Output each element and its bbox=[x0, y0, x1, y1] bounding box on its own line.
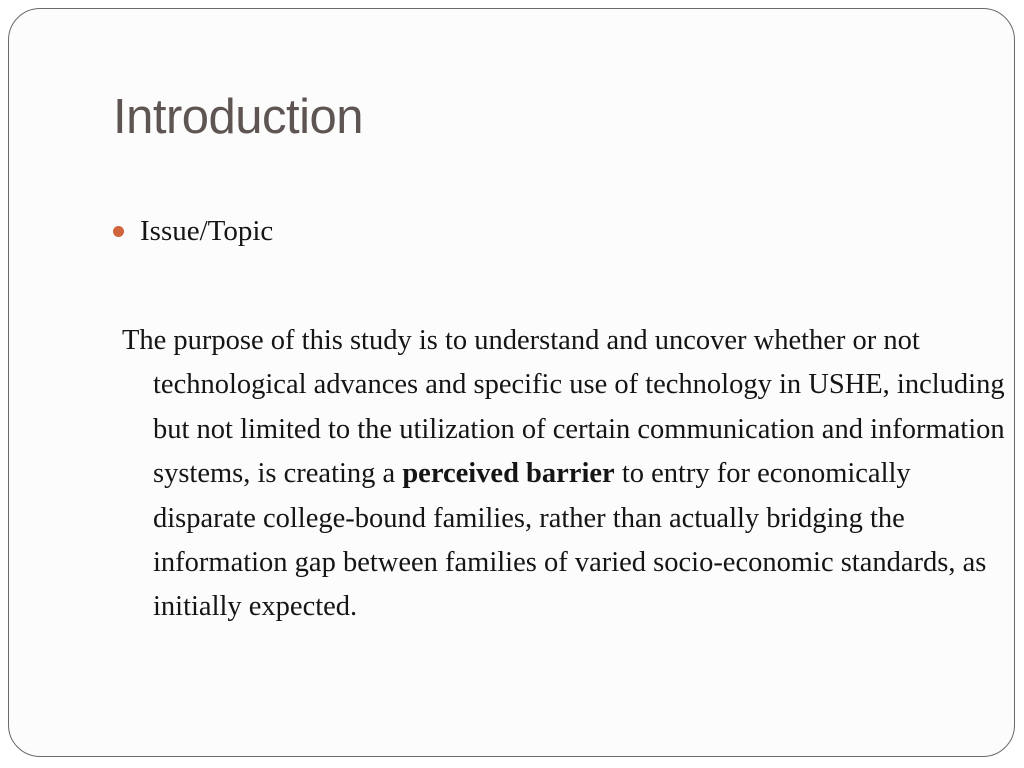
body-paragraph bbox=[122, 319, 1013, 630]
paragraph-emphasis: perceived barrier bbox=[402, 458, 615, 490]
bullet-dot-icon bbox=[113, 226, 124, 237]
slide-title: Introduction bbox=[113, 90, 364, 144]
bullet-item bbox=[113, 211, 273, 251]
paragraph-text-start: The purpose of this study is to understand and uncover whether or not technological advances and specific use of technology in USHE, including but not limited to the utilization of certain communication and information systems, is creating a bbox=[122, 325, 1005, 490]
bullet-text: Issue/Topic bbox=[140, 215, 274, 247]
slide bbox=[8, 8, 1015, 757]
paragraph-text-end: to entry for economically disparate college-bound families, rather than actually bridging the information gap between families of varied socio-economic standards, as initially expected. bbox=[153, 458, 987, 623]
